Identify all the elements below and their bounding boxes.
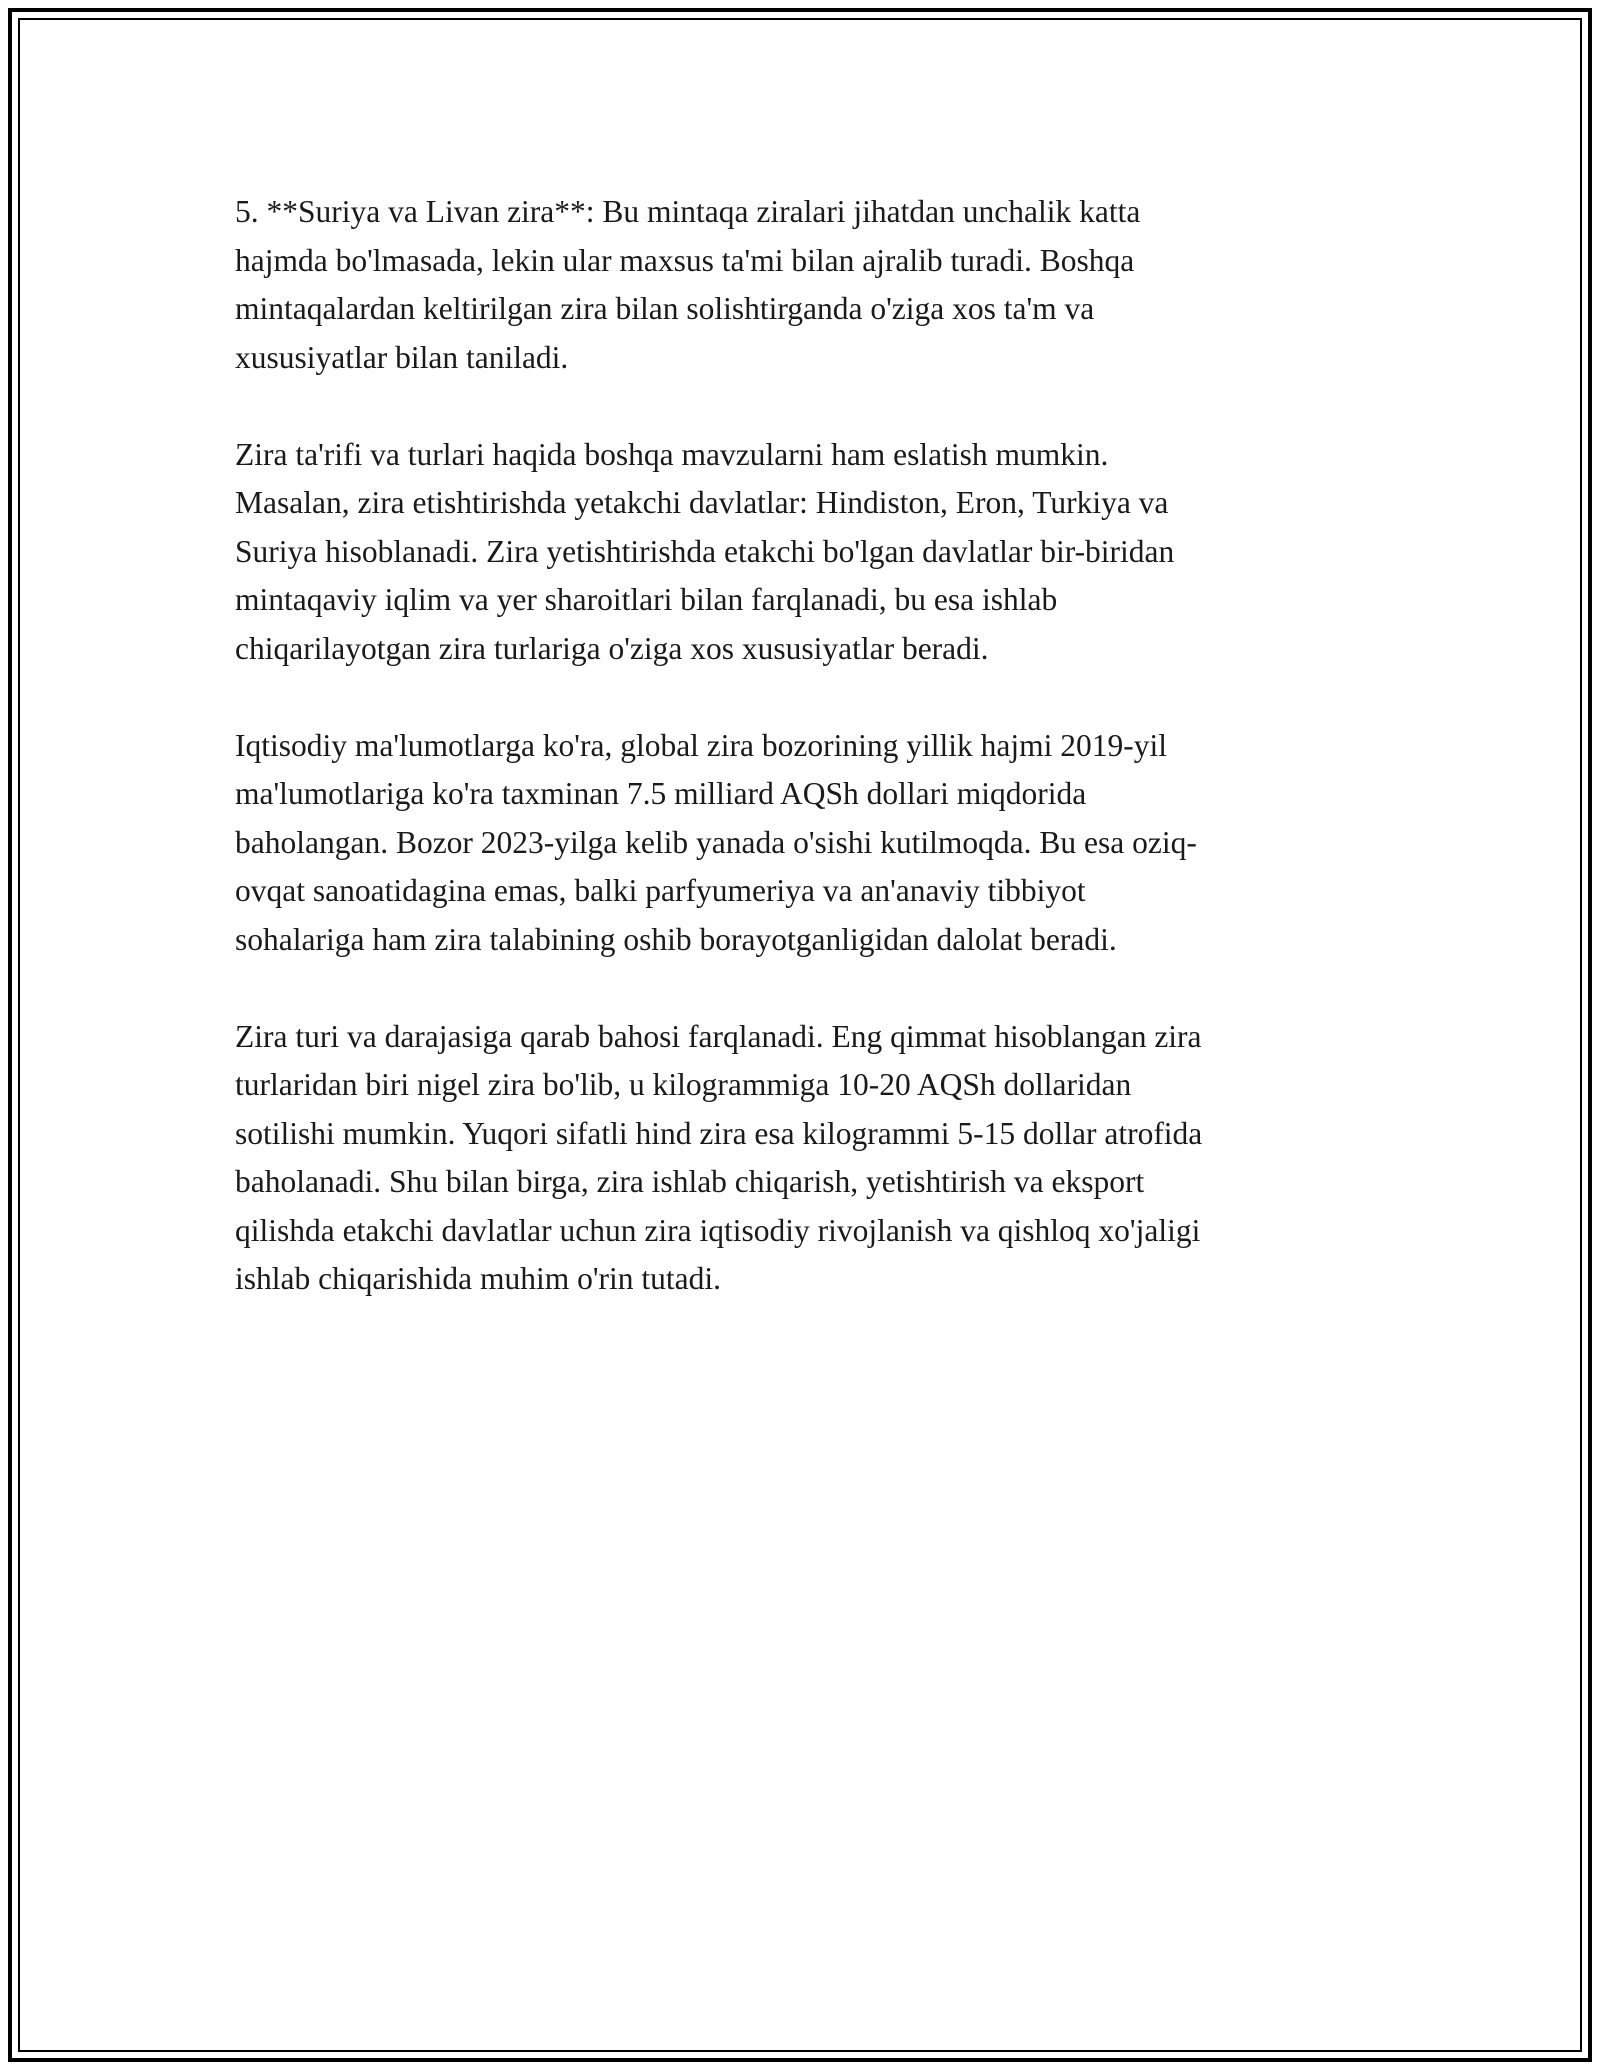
paragraph-zira-bahosi: Zira turi va darajasiga qarab bahosi farqlanadi. Eng qimmat hisoblangan zira turlaridan biri nigel zira bo'lib, u kilogrammiga 10-20 AQSh dollaridan sotilishi mumkin. Yuqori sifatli hind zira esa kilogrammi 5-15 dollar atrofida baholanadi. Shu bilan birga, zira ishlab chiqarish, yetishtirish va eksport qilishda etakchi davlatlar uchun zira iqtisodiy rivojlanish va qishloq xo'jaligi ishlab chiqarishida muhim o'rin tutadi. bbox=[235, 1018, 1203, 1296]
paragraph-suriya-livan-zira: 5. **Suriya va Livan zira**: Bu mintaqa ziralari jihatdan unchalik katta hajmda bo'lmasada, lekin ular maxsus ta'mi bilan ajralib turadi. Boshqa mintaqalardan keltirilgan zira bilan solishtirganda o'ziga xos ta'm va xususiyatlar bilan taniladi. bbox=[235, 194, 1141, 375]
paragraph-iqtisodiy-malumotlar: Iqtisodiy ma'lumotlarga ko'ra, global zira bozorining yillik hajmi 2019-yil ma'lumotlariga ko'ra taxminan 7.5 milliard AQSh dollari miqdorida baholangan. Bozor 2023-yilga kelib yanada o'sishi kutilmoqda. Bu esa oziq- ovqat sanoatidagina emas, balki parfyumeriya va an'anaviy tibbiyot sohalariga ham zira talabining oshib borayotganligidan dalolat beradi. bbox=[235, 727, 1197, 957]
paragraph-zira-turlari: Zira ta'rifi va turlari haqida boshqa mavzularni ham eslatish mumkin. Masalan, zira etishtirishda yetakchi davlatlar: Hindiston, Eron, Turkiya va Suriya hisoblanadi. Zira yetishtirishda etakchi bo'lgan davlatlar bir-biridan mintaqaviy iqlim va yer sharoitlari bilan farqlanadi, bu esa ishlab chiqarilayotgan zira turlariga o'ziga xos xususiyatlar beradi. bbox=[235, 436, 1175, 666]
document-body bbox=[235, 188, 1385, 1304]
